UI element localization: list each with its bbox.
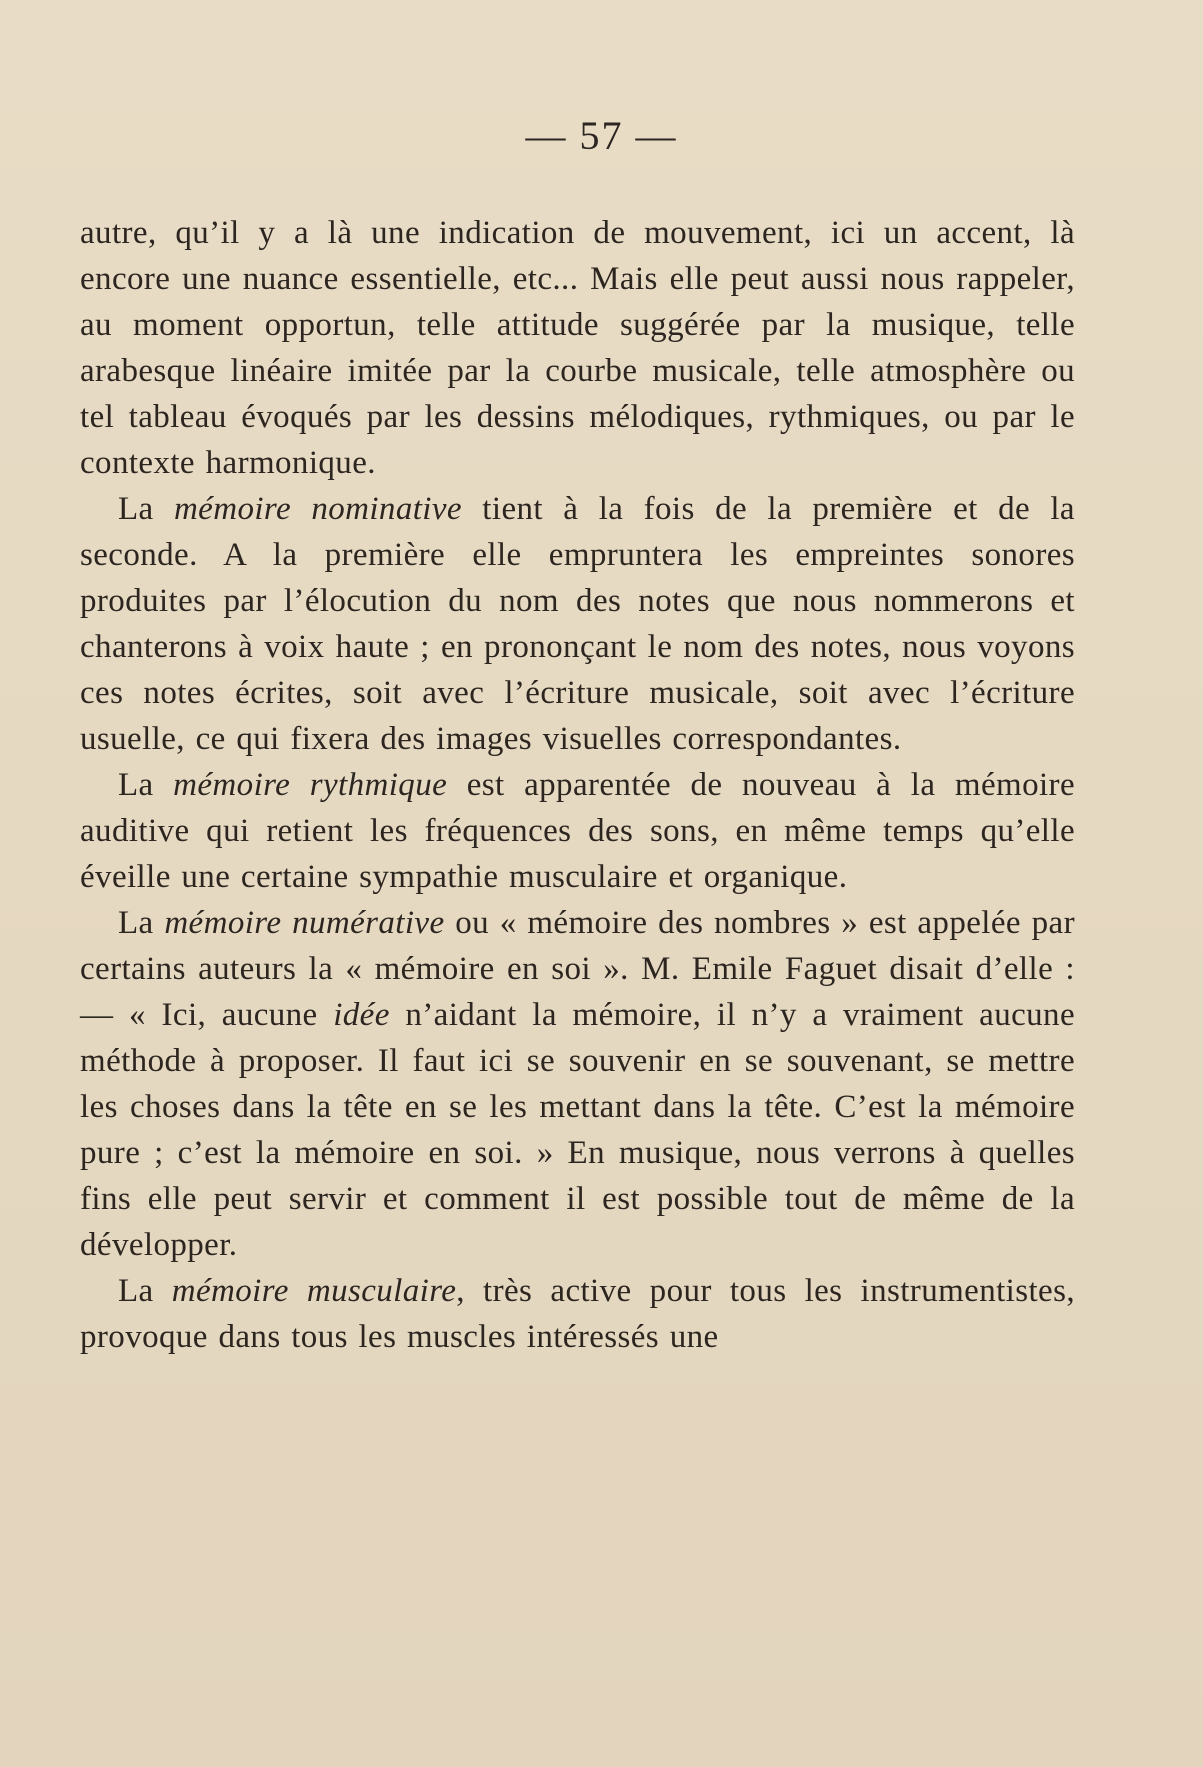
paragraph-text: est apparentée de nouveau à la mémoire auditive qui retient les fréquences des sons, en même temps qu’elle éveille une certaine sympathie musculaire et organique. bbox=[80, 767, 1075, 895]
italic-term: mémoire rythmique bbox=[173, 767, 448, 803]
paragraph-1 bbox=[80, 210, 1075, 486]
paragraph-3 bbox=[80, 762, 1075, 900]
page-body-text bbox=[80, 210, 1075, 1360]
paragraph-text: autre, qu’il y a là une indication de mouvement, ici un accent, là encore une nuance essentielle, etc... Mais elle peut aussi nous rappeler, au moment opportun, telle attitude suggérée par la musique, telle arabesque linéaire imitée par la courbe musicale, telle atmosphère ou tel tableau évoqués par les dessins mélodiques, rythmiques, ou par le contexte harmonique. bbox=[80, 215, 1075, 481]
paragraph-2 bbox=[80, 486, 1075, 762]
page-number: — 57 — bbox=[525, 113, 678, 158]
paragraph-text: ou « mémoire des nombres » est appelée par certains auteurs la « mémoire en soi ». M. Emile Faguet disait d’elle : — « Ici, aucune bbox=[80, 905, 1075, 1033]
paragraph-text: tient à la fois de la première et de la seconde. A la première elle empruntera les empreintes sonores produites par l’élocution du nom des notes que nous nommerons et chanterons à voix haute ; en prononçant le nom des notes, nous voyons ces notes écrites, soit avec l’écriture musicale, soit avec l’écriture usuelle, ce qui fixera des images visuelles correspondantes. bbox=[80, 491, 1075, 757]
paragraph-text: La bbox=[118, 491, 174, 527]
paragraph-text: , très active pour tous les instrumentistes, provoque dans tous les muscles intéressés une bbox=[80, 1273, 1075, 1355]
paragraph-5 bbox=[80, 1268, 1075, 1360]
paragraph-4 bbox=[80, 900, 1075, 1268]
paragraph-text: La bbox=[118, 1273, 172, 1309]
paragraph-text: La bbox=[118, 905, 165, 941]
italic-term: mémoire numérative bbox=[164, 905, 445, 941]
italic-term: mémoire nominative bbox=[173, 491, 462, 527]
paragraph-text: La bbox=[118, 767, 174, 803]
italic-term: mémoire musculaire bbox=[171, 1273, 457, 1309]
paragraph-text: n’aidant la mémoire, il n’y a vraiment aucune méthode à proposer. Il faut ici se souvenir en se souvenant, se mettre les choses dans la tête en se les mettant dans la tête. C’est la mémoire pure ; c’est la mémoire en soi. » En musique, nous verrons à quelles fins elle peut servir et comment il est possible tout de même de la développer. bbox=[80, 997, 1075, 1263]
italic-word: idée bbox=[333, 997, 390, 1033]
